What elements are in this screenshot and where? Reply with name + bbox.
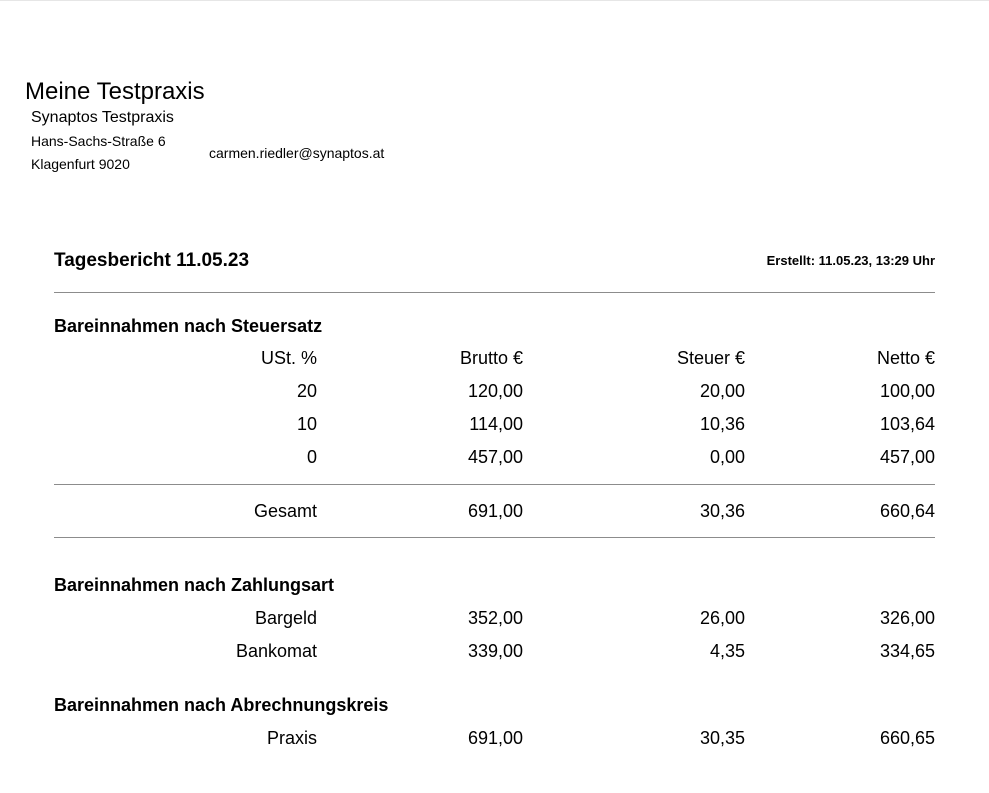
total-divider-bottom xyxy=(54,537,935,538)
payment-section-title: Bareinnahmen nach Zahlungsart xyxy=(54,575,335,595)
tax-cell: 26,00 xyxy=(699,608,745,628)
gross-cell: 352,00 xyxy=(467,608,523,628)
column-header-vat-rate: USt. % xyxy=(260,348,317,368)
address-street: Hans-Sachs-Straße 6 xyxy=(31,133,166,149)
net-cell: 326,00 xyxy=(879,608,935,628)
table-row xyxy=(54,412,935,436)
net-cell: 660,65 xyxy=(879,728,935,748)
gross-cell: 691,00 xyxy=(467,728,523,748)
page-top-edge xyxy=(0,0,989,1)
report-created-timestamp: Erstellt: 11.05.23, 13:29 Uhr xyxy=(766,253,935,268)
organization-name: Synaptos Testpraxis xyxy=(31,109,174,126)
tax-section-title: Bareinnahmen nach Steuersatz xyxy=(54,316,323,336)
billing-section-title: Bareinnahmen nach Abrechnungskreis xyxy=(54,695,389,715)
practice-name: Meine Testpraxis xyxy=(25,78,205,105)
report-title: Tagesbericht 11.05.23 xyxy=(54,250,250,271)
total-gross-cell: 691,00 xyxy=(467,501,523,521)
column-header-gross: Brutto € xyxy=(459,348,523,368)
gross-cell: 114,00 xyxy=(469,414,523,434)
header-divider xyxy=(54,292,935,293)
table-row xyxy=(54,379,935,403)
total-tax-cell: 30,36 xyxy=(699,501,745,521)
tax-cell: 20,00 xyxy=(699,381,745,401)
net-cell: 334,65 xyxy=(879,641,935,661)
tax-cell: 10,36 xyxy=(699,414,745,434)
gross-cell: 457,00 xyxy=(467,447,523,467)
payment-method-cell: Bankomat xyxy=(235,641,317,661)
total-divider-top xyxy=(54,484,935,485)
tax-cell: 0,00 xyxy=(709,447,745,467)
tax-cell: 30,35 xyxy=(699,728,745,748)
tax-table-header xyxy=(54,346,935,370)
column-header-tax: Steuer € xyxy=(676,348,745,368)
column-header-net: Netto € xyxy=(876,348,935,368)
net-cell: 100,00 xyxy=(879,381,935,401)
total-net-cell: 660,64 xyxy=(879,501,935,521)
total-label: Gesamt xyxy=(253,501,317,521)
vat-rate-cell: 10 xyxy=(296,414,317,434)
contact-email: carmen.riedler@synaptos.at xyxy=(209,145,385,161)
vat-rate-cell: 0 xyxy=(306,447,317,467)
address-city: Klagenfurt 9020 xyxy=(31,156,130,172)
net-cell: 103,64 xyxy=(879,414,935,434)
table-row xyxy=(54,606,935,630)
payment-method-cell: Bargeld xyxy=(254,608,317,628)
table-row xyxy=(54,445,935,469)
tax-cell: 4,35 xyxy=(709,641,745,661)
vat-rate-cell: 20 xyxy=(296,381,317,401)
gross-cell: 120,00 xyxy=(467,381,523,401)
net-cell: 457,00 xyxy=(879,447,935,467)
gross-cell: 339,00 xyxy=(467,641,523,661)
table-row xyxy=(54,726,935,750)
total-row xyxy=(54,499,935,523)
table-row xyxy=(54,639,935,663)
billing-circle-cell: Praxis xyxy=(266,728,317,748)
